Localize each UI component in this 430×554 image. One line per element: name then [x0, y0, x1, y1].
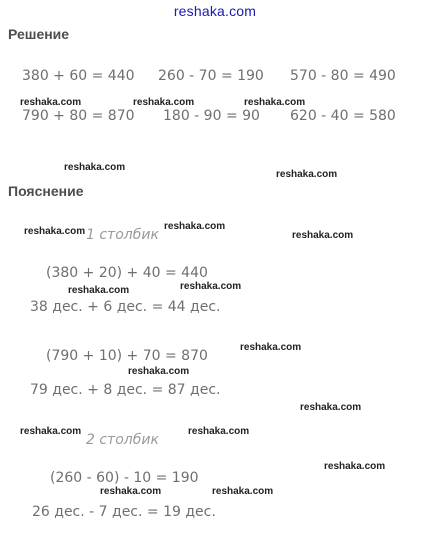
solution-eq-2-3: 620 - 40 = 580 — [290, 108, 396, 124]
watermark: reshaka.com — [20, 97, 82, 108]
watermark: reshaka.com — [64, 162, 126, 173]
watermark: reshaka.com — [180, 281, 242, 292]
column-1-eq-2-tens: 79 дес. + 8 дес. = 87 дес. — [30, 382, 221, 398]
solution-eq-1-1: 380 + 60 = 440 — [22, 68, 135, 84]
watermark: reshaka.com — [276, 169, 338, 180]
watermark: reshaka.com — [188, 426, 250, 437]
column-1-eq-2: (790 + 10) + 70 = 870 — [46, 348, 208, 364]
solution-eq-1-2: 260 - 70 = 190 — [158, 68, 264, 84]
watermark: reshaka.com — [300, 402, 362, 413]
watermark: reshaka.com — [164, 221, 226, 232]
watermark: reshaka.com — [212, 486, 274, 497]
watermark: reshaka.com — [20, 426, 82, 437]
watermark: reshaka.com — [244, 97, 306, 108]
column-1-label: 1 столбик — [86, 227, 159, 243]
solution-eq-1-3: 570 - 80 = 490 — [290, 68, 396, 84]
explanation-title: Пояснение — [8, 183, 84, 199]
site-header[interactable]: reshaka.com — [173, 3, 257, 19]
solution-eq-2-1: 790 + 80 = 870 — [22, 108, 135, 124]
watermark: reshaka.com — [133, 97, 195, 108]
watermark: reshaka.com — [292, 230, 354, 241]
watermark: reshaka.com — [128, 366, 190, 377]
column-1-eq-1: (380 + 20) + 40 = 440 — [46, 265, 208, 281]
watermark: reshaka.com — [24, 226, 86, 237]
column-2-eq-1: (260 - 60) - 10 = 190 — [50, 470, 199, 486]
watermark: reshaka.com — [240, 342, 302, 353]
column-1-eq-1-tens: 38 дес. + 6 дес. = 44 дес. — [30, 299, 221, 315]
watermark: reshaka.com — [68, 285, 130, 296]
column-2-eq-1-tens: 26 дес. - 7 дес. = 19 дес. — [32, 504, 216, 520]
watermark: reshaka.com — [324, 461, 386, 472]
solution-eq-2-2: 180 - 90 = 90 — [163, 108, 260, 124]
column-2-label: 2 столбик — [86, 432, 159, 448]
watermark: reshaka.com — [100, 486, 162, 497]
solution-title: Решение — [8, 26, 70, 42]
